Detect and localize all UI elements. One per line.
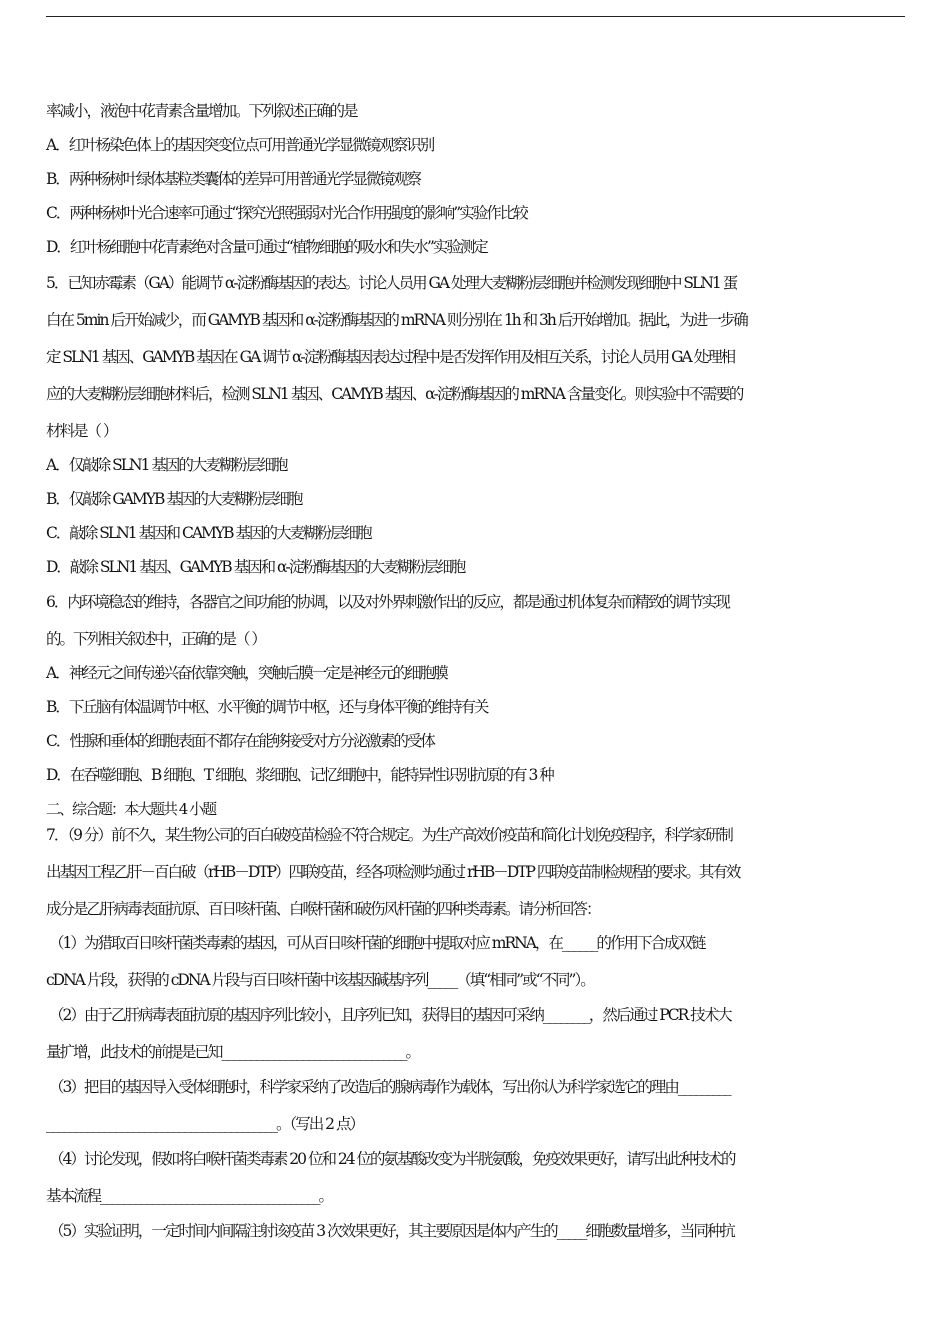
question-stem-continuation: 率减小，液泡中花青素含量增加。下列叙述正确的是 (46, 102, 357, 120)
q4-option-d: D．红叶杨细胞中花青素绝对含量可通过“植物细胞的吸水和失水”实验测定 (46, 238, 487, 256)
q7-part4-line1: （4）讨论发现，假如将白喉杆菌类毒素 20 位和 24 位的氨基酸改变为半胱氨酸，免疫效果更好，请写出此种技术的 (49, 1150, 735, 1168)
q6-stem-line2: 的。下列相关叙述中，正确的是（ ） (46, 630, 265, 648)
q6-option-b: B．下丘脑有体温调节中枢、水平衡的调节中枢，还与身体平衡的维持有关 (46, 698, 488, 716)
q7-part1-line1: （1）为猎取百日咳杆菌类毒素的基因，可从百日咳杆菌的细胞中提取对应 mRNA，在______的作用下合成双链 (49, 934, 705, 952)
q5-stem-line3: 定 SLN1 基因、GAMYB 基因在 GA 调节 α-淀粉酶基因表达过程中是否发挥作用及相互关系，讨论人员用 GA 处理相 (46, 348, 735, 366)
q7-stem-line1: 7．（9 分）前不久，某生物公司的百白破疫苗检验不符合规定。为生产高效价疫苗和简化计划免疫程序，科学家研制 (46, 826, 732, 844)
q6-option-c: C．性腺和垂体的细胞表面不都存在能够接受对方分泌激素的受体 (46, 732, 434, 750)
q7-part1-line2: cDNA 片段，获得的 cDNA 片段与百日咳杆菌中该基因碱基序列_____（填“相同”或“不同”）。 (46, 971, 594, 989)
q7-part3-line1: （3）把目的基因导入受体细胞时，科学家采纳了改造后的腺病毒作为载体，写出你认为科学家选它的理由_________ (49, 1078, 730, 1096)
q4-option-b: B．两种杨树叶绿体基粒类囊体的差异可用普通光学显微镜观察 (46, 170, 420, 188)
q7-part2-line1: （2）由于乙肝病毒表面抗原的基因序列比较小，且序列已知，获得目的基因可采纳________，然后通过 PCR 技术大 (49, 1006, 731, 1024)
section-heading: 二、综合题：本大题共 4 小题 (46, 800, 216, 818)
q6-option-a: A．神经元之间传递兴奋依靠突触，突触后膜一定是神经元的细胞膜 (46, 664, 447, 682)
q5-stem-line5: 材料是（ ） (46, 422, 117, 440)
q4-option-c: C．两种杨树叶光合速率可通过“探究光照强弱对光合作用强度的影响”实验作比较 (46, 204, 527, 222)
q4-option-a: A．红叶杨染色体上的基因突变位点可用普通光学显微镜观察识别 (46, 136, 434, 154)
q7-part3-line2: ________________________________________。（写出 2 点） (46, 1115, 363, 1133)
q6-option-d: D．在吞噬细胞、B 细胞、T 细胞、浆细胞、记忆细胞中，能特异性识别抗原的有 3 种 (46, 766, 553, 784)
q5-option-b: B．仅敲除 GAMYB 基因的大麦糊粉层细胞 (46, 490, 302, 508)
q7-stem-line2: 出基因工程乙肝－百白破（rHB－DTP）四联疫苗，经各项检测均通过 rHB－DTP 四联疫苗制检规程的要求。其有效 (46, 863, 740, 881)
q6-stem-line1: 6．内环境稳态的维持，各器官之间功能的协调，以及对外界刺激作出的反应，都是通过机体复杂而精致的调节实现 (46, 593, 729, 611)
q5-option-d: D．敲除 SLN1 基因、GAMYB 基因和 α-淀粉酶基因的大麦糊粉层细胞 (46, 558, 465, 576)
q5-option-c: C．敲除 SLN1 基因和 CAMYB 基因的大麦糊粉层细胞 (46, 524, 371, 542)
q7-stem-line3: 成分是乙肝病毒表面抗原、百日咳杆菌、白喉杆菌和破伤风杆菌的四种类毒素。请分析回答： (46, 900, 600, 918)
q5-stem-line2: 白在 5min 后开始减少，而 GAMYB 基因和 α-淀粉酶基因的 mRNA 则分别在 1h 和 3h 后开始增加。据此，为进一步确 (46, 311, 747, 329)
header-rule (46, 16, 905, 17)
q7-part5-line1: （5）实验证明，一定时间内间隔注射该疫苗 3 次效果更好，其主要原因是体内产生的_____细胞数量增多，当同种抗 (49, 1222, 734, 1240)
q5-stem-line4: 应的大麦糊粉层细胞材料后，检测 SLN1 基因、CAMYB 基因、α-淀粉酶基因的 mRNA 含量变化。则实验中不需要的 (46, 385, 743, 403)
q5-stem-line1: 5．已知赤霉素（GA）能调节 α-淀粉酶基因的表达。讨论人员用 GA 处理大麦糊粉层细胞并检测发现细胞中 SLN1 蛋 (46, 274, 737, 292)
q7-part2-line2: 量扩增，此技术的前提是已知________________________________。 (46, 1043, 420, 1061)
q7-part4-line2: 基本流程______________________________________。 (46, 1187, 333, 1205)
q5-option-a: A．仅敲除 SLN1 基因的大麦糊粉层细胞 (46, 456, 287, 474)
